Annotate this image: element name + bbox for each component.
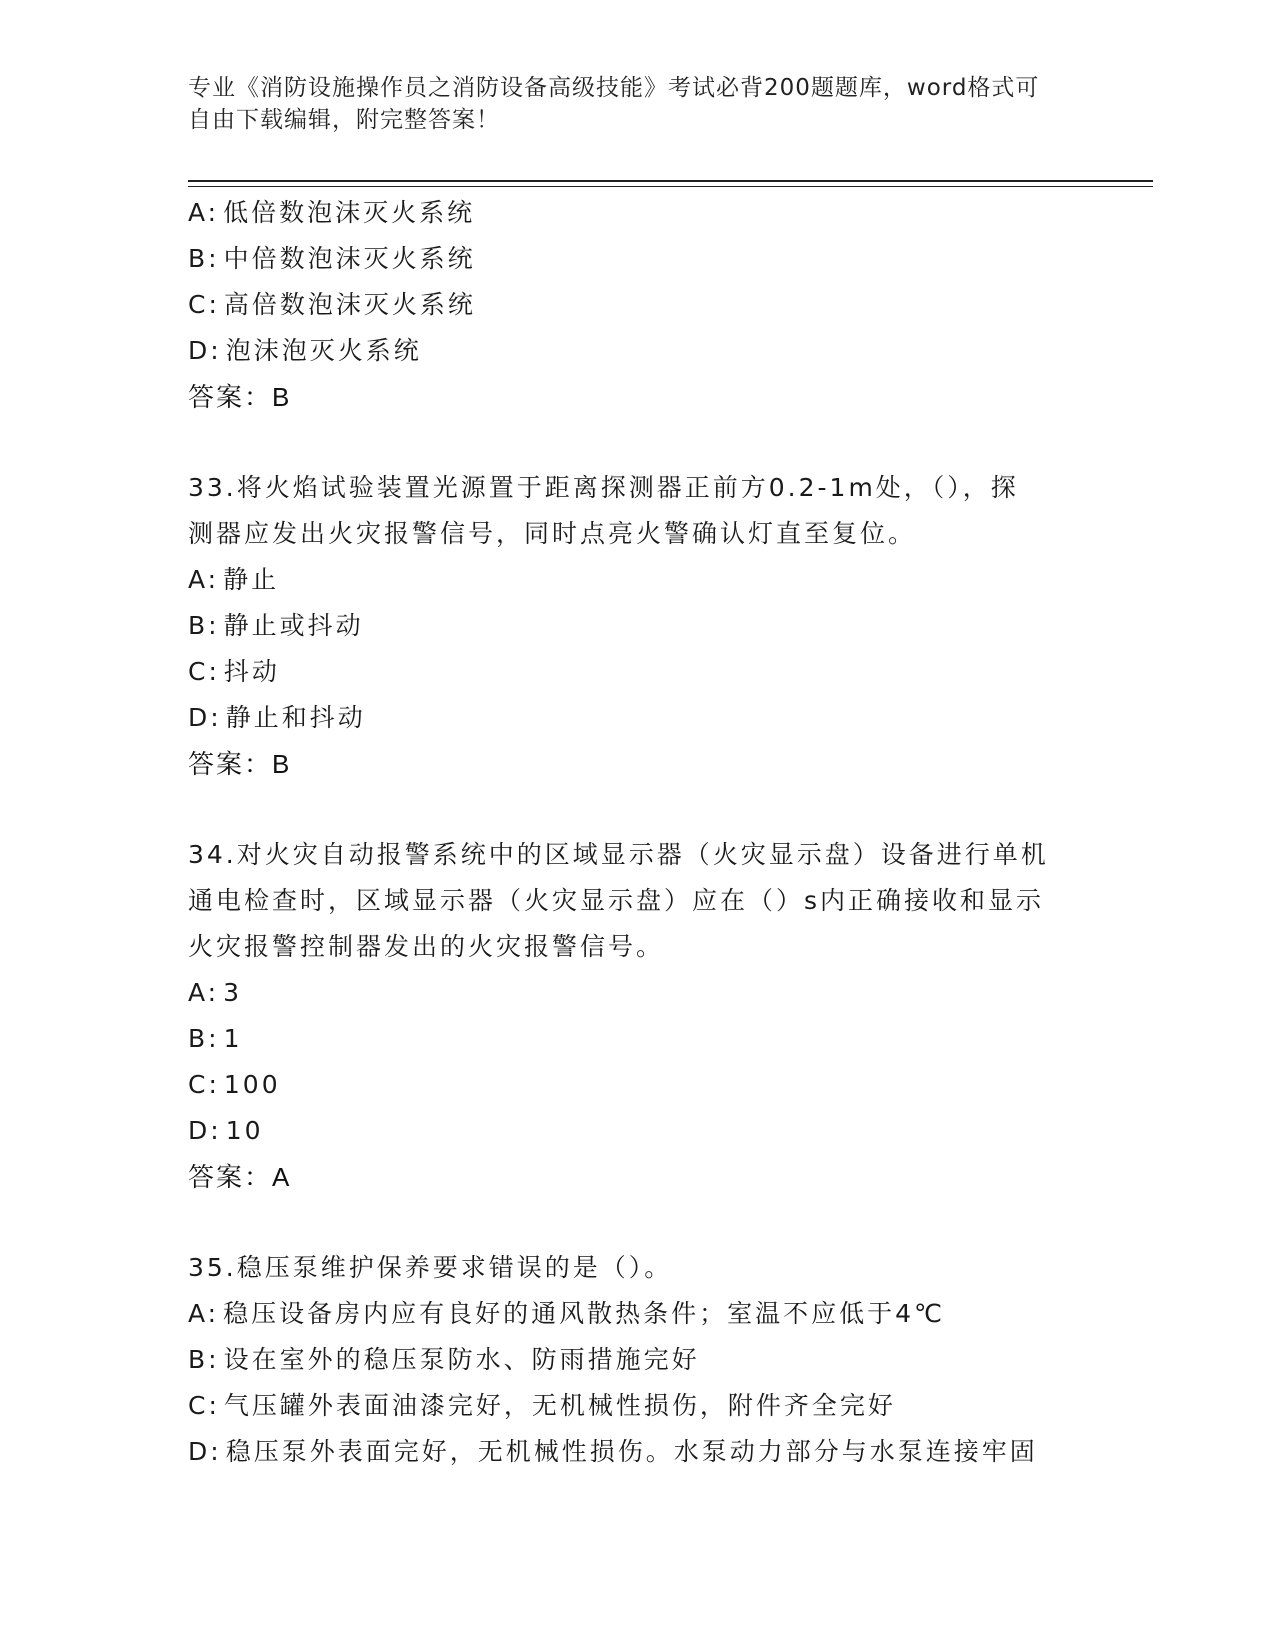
option-b [188,1016,1088,1062]
answer-value: B [272,382,292,412]
question-list [188,190,1088,1475]
option-c [188,649,1088,695]
option-text: 高倍数泡沫灭火系统 [223,290,476,319]
option-text: 气压罐外表面油漆完好，无机械性损伤，附件齐全完好 [223,1391,896,1420]
option-b [188,236,1088,282]
spacer [188,787,1088,832]
option-letter: D: [188,336,222,365]
option-text: 静止或抖动 [223,611,364,640]
question-stem: 通电检查时，区域显示器（火灾显示盘）应在（）s内正确接收和显示 [188,886,1045,915]
option-text: 1 [223,1024,243,1053]
option-text: 低倍数泡沫灭火系统 [223,198,476,227]
option-letter: B: [188,611,220,640]
spacer [188,420,1088,465]
option-letter: C: [188,1391,220,1420]
option-b [188,1337,1088,1383]
header-line-1: 专业《消防设施操作员之消防设备高级技能》考试必背200题题库，word格式可 [188,75,1040,101]
option-text: 设在室外的稳压泵防水、防雨措施完好 [223,1345,700,1374]
option-text: 静止 [223,565,280,594]
option-d [188,1429,1088,1475]
option-letter: A: [188,978,220,1007]
option-text: 稳压设备房内应有良好的通风散热条件；室温不应低于4℃ [223,1299,946,1328]
header-line-2: 自由下载编辑，附完整答案！ [188,107,500,133]
option-letter: B: [188,1024,220,1053]
question-35 [188,1245,1088,1475]
option-text: 中倍数泡沫灭火系统 [223,244,476,273]
option-a [188,970,1088,1016]
answer-label: 答案： [188,383,273,413]
option-d [188,1108,1088,1154]
option-text: 3 [223,978,242,1007]
answer-line [188,1154,1088,1200]
option-letter: D: [188,1437,222,1466]
answer-line [188,741,1088,787]
option-a [188,190,1088,236]
answer-label: 答案： [188,750,273,780]
option-text: 稳压泵外表面完好，无机械性损伤。水泵动力部分与水泵连接牢固 [225,1437,1038,1466]
option-letter: B: [188,244,220,273]
option-letter: D: [188,703,222,732]
option-text: 100 [223,1070,281,1099]
answer-value: B [272,749,292,779]
option-letter: A: [188,565,220,594]
spacer [188,1200,1088,1245]
question-stem: 火灾报警控制器发出的火灾报警信号。 [188,932,665,961]
question-32 [188,190,1088,420]
header-divider-thick [188,180,1153,182]
answer-value: A [272,1162,292,1192]
option-c [188,1383,1088,1429]
option-d [188,695,1088,741]
option-d [188,328,1088,374]
option-a [188,1291,1088,1337]
option-letter: A: [188,1299,220,1328]
option-c [188,282,1088,328]
option-letter: B: [188,1345,220,1374]
question-33 [188,465,1088,787]
question-stem: 测器应发出火灾报警信号，同时点亮火警确认灯直至复位。 [188,519,917,548]
option-b [188,603,1088,649]
option-letter: C: [188,1070,220,1099]
answer-line [188,374,1088,420]
question-stem: 34.对火灾自动报警系统中的区域显示器（火灾显示盘）设备进行单机 [188,840,1049,869]
header-divider-thin [188,186,1153,187]
option-letter: D: [188,1116,222,1145]
option-text: 抖动 [223,657,280,686]
question-stem: 35.稳压泵维护保养要求错误的是（）。 [188,1253,673,1282]
question-34 [188,832,1088,1200]
option-letter: A: [188,198,220,227]
option-letter: C: [188,657,220,686]
document-header [188,72,1088,136]
question-stem: 33.将火焰试验装置光源置于距离探测器正前方0.2-1m处，（），探 [188,473,1019,502]
option-text: 10 [225,1116,264,1145]
option-text: 泡沫泡灭火系统 [225,336,422,365]
option-c [188,1062,1088,1108]
option-a [188,557,1088,603]
answer-label: 答案： [188,1163,273,1193]
option-letter: C: [188,290,220,319]
option-text: 静止和抖动 [225,703,366,732]
